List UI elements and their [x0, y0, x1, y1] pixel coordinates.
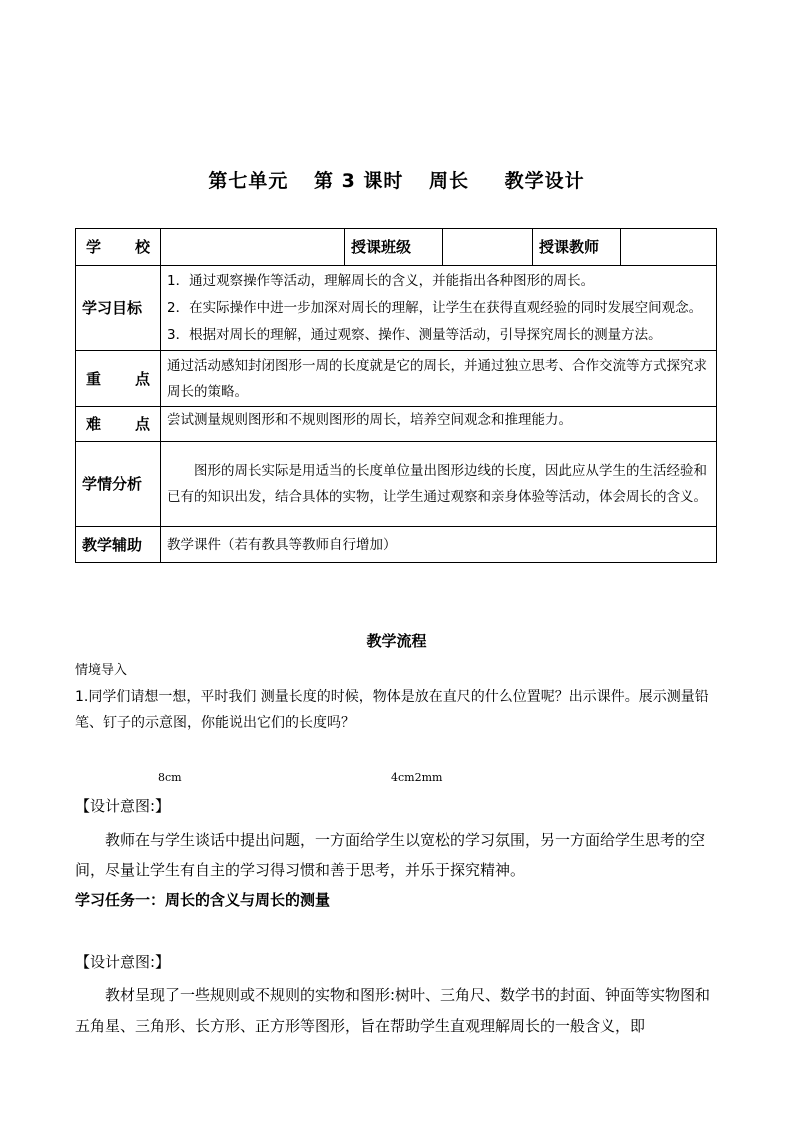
task1-title: 学习任务一：周长的含义与周长的测量: [75, 891, 331, 909]
teacher-label: 授课教师: [533, 229, 621, 266]
table-row: [76, 527, 717, 563]
key-label: 重 点: [76, 351, 161, 407]
title-topic: 周长: [429, 170, 470, 192]
design-text-2: 教材呈现了一些规则或不规则的实物和图形:树叶、三角尺、数学书的封面、钟面等实物图和五角星、三角形、长方形、正方形等图形，旨在帮助学生直观理解周长的一般含义，即: [75, 986, 711, 1035]
design-label-2: 【设计意图:】: [75, 953, 171, 971]
measure-nail: 4cm2mm: [391, 771, 443, 784]
goal-item: 1．通过观察操作等活动，理解周长的含义，并能指出各种图形的周长。: [167, 272, 595, 289]
class-label: 授课班级: [345, 229, 443, 266]
measure-pencil: 8cm: [158, 771, 182, 784]
analysis-label: 学情分析: [76, 442, 161, 527]
difficult-label: 难 点: [76, 407, 161, 442]
aid-text: 教学课件（若有教具等教师自行增加）: [161, 527, 717, 563]
design-label-1: 【设计意图:】: [75, 797, 171, 815]
title-doc: 教学设计: [504, 170, 585, 192]
goal-item: 3．根据对周长的理解，通过观察、操作、测量等活动，引导探究周长的测量方法。: [167, 326, 662, 343]
teacher-value: [621, 229, 717, 266]
title-unit: 第七单元: [208, 170, 289, 192]
goal-item: 2．在实际操作中进一步加深对周长的理解，让学生在获得直观经验的同时发展空间观念。: [167, 299, 703, 316]
difficult-text: 尝试测量规则图形和不规则图形的周长，培养空间观念和推理能力。: [161, 407, 717, 442]
table-row: [76, 442, 717, 527]
table-row: [76, 229, 717, 266]
document-title: [0, 166, 793, 193]
table-row: [76, 407, 717, 442]
analysis-text: 图形的周长实际是用适当的长度单位量出图形边线的长度，因此应从学生的生活经验和已有的知识出发，结合具体的实物，让学生通过观察和亲身体验等活动，体会周长的含义。: [161, 442, 717, 527]
intro-label: 情境导入: [75, 663, 128, 678]
title-lesson: 第 3 课时: [313, 170, 404, 192]
flow-heading: 教学流程: [366, 632, 427, 650]
intro-text: 1.同学们请想一想，平时我们 测量长度的时候，物体是放在直尺的什么位置呢？出示课件。展示测量铅笔、钉子的示意图，你能说出它们的长度吗？: [75, 689, 709, 731]
class-value: [443, 229, 533, 266]
design-text-1: 教师在与学生谈话中提出问题，一方面给学生以宽松的学习氛围，另一方面给学生思考的空间，尽量让学生有自主的学习得习惯和善于思考，并乐于探究精神。: [75, 831, 706, 879]
goals-cell: [161, 266, 717, 351]
key-text: 通过活动感知封闭图形一周的长度就是它的周长，并通过独立思考、合作交流等方式探究求周长的策略。: [161, 351, 717, 407]
school-label: 学 校: [76, 229, 161, 266]
table-row: [76, 351, 717, 407]
table-row: [76, 266, 717, 351]
lesson-info-table: [75, 228, 717, 563]
school-value: [161, 229, 345, 266]
goals-label: 学习目标: [76, 266, 161, 351]
aid-label: 教学辅助: [76, 527, 161, 563]
